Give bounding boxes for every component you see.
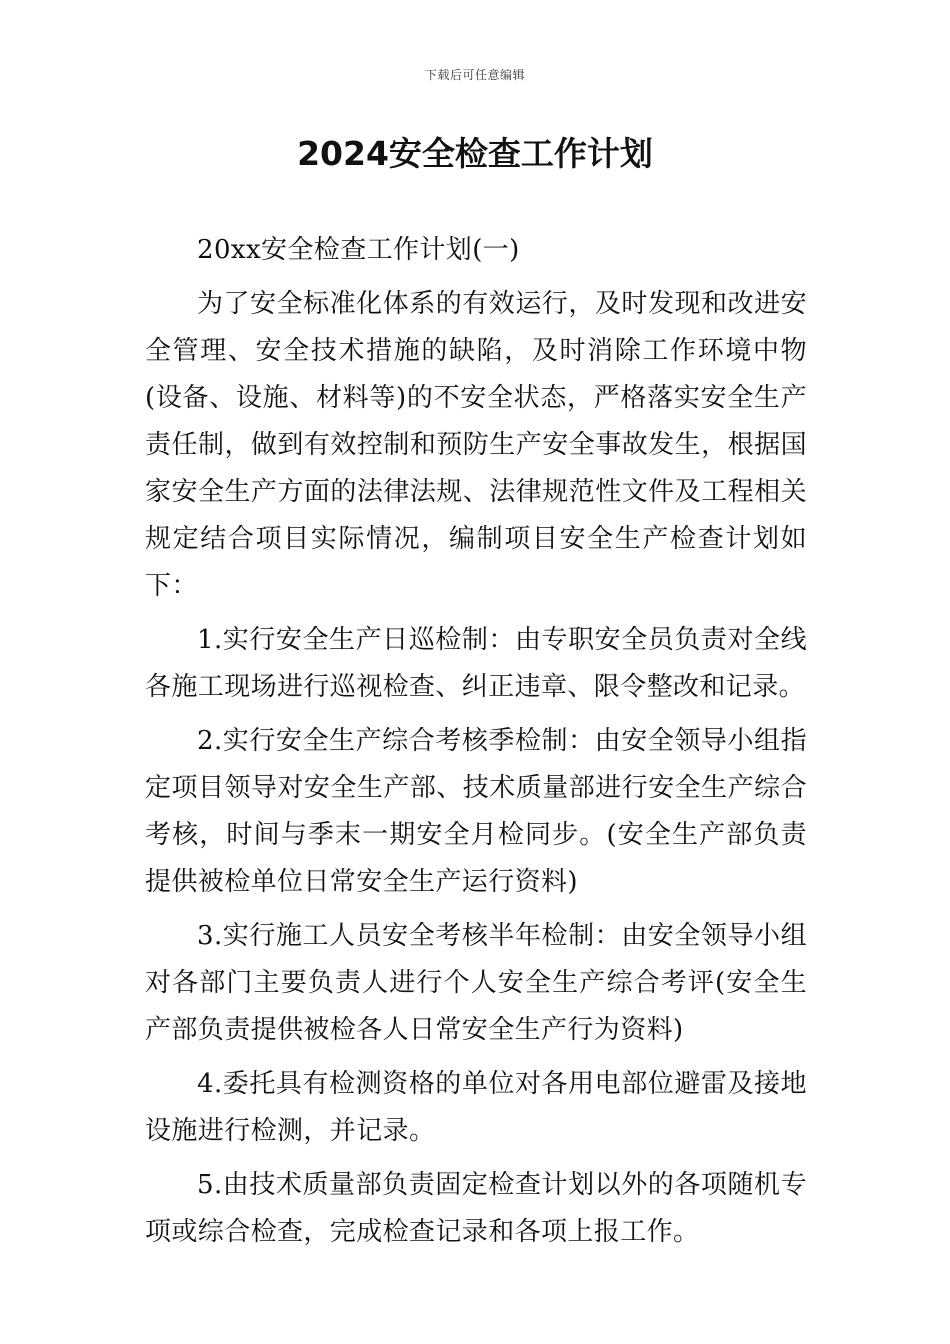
document-body [145, 227, 807, 1256]
intro-paragraph: 为了安全标准化体系的有效运行，及时发现和改进安全管理、安全技术措施的缺陷，及时消除工作环境中物(设备、设施、材料等)的不安全状态，严格落实安全生产责任制，做到有效控制和预防生产安全事故发生，根据国家安全生产方面的法律法规、法律规范性文件及工程相关规定结合项目实际情况，编制项目安全生产检查计划如下： [145, 289, 807, 601]
section-heading: 20xx安全检查工作计划(一) [197, 235, 520, 265]
document-title: 2024安全检查工作计划 [297, 134, 653, 173]
list-item-5: 5.由技术质量部负责固定检查计划以外的各项随机专项或综合检查，完成检查记录和各项上报工作。 [145, 1170, 807, 1247]
list-item-3: 3.实行施工人员安全考核半年检制：由安全领导小组对各部门主要负责人进行个人安全生产综合考评(安全生产部负责提供被检各人日常安全生产行为资料) [145, 921, 807, 1045]
list-item-1: 1.实行安全生产日巡检制：由专职安全员负责对全线各施工现场进行巡视检查、纠正违章、限令整改和记录。 [145, 625, 807, 702]
header-note: 下载后可任意编辑 [424, 68, 525, 82]
list-item-2: 2.实行安全生产综合考核季检制：由安全领导小组指定项目领导对安全生产部、技术质量部进行安全生产综合考核，时间与季末一期安全月检同步。(安全生产部负责提供被检单位日常安全生产运行资料) [145, 726, 807, 897]
list-item-4: 4.委托具有检测资格的单位对各用电部位避雷及接地设施进行检测，并记录。 [145, 1069, 807, 1146]
